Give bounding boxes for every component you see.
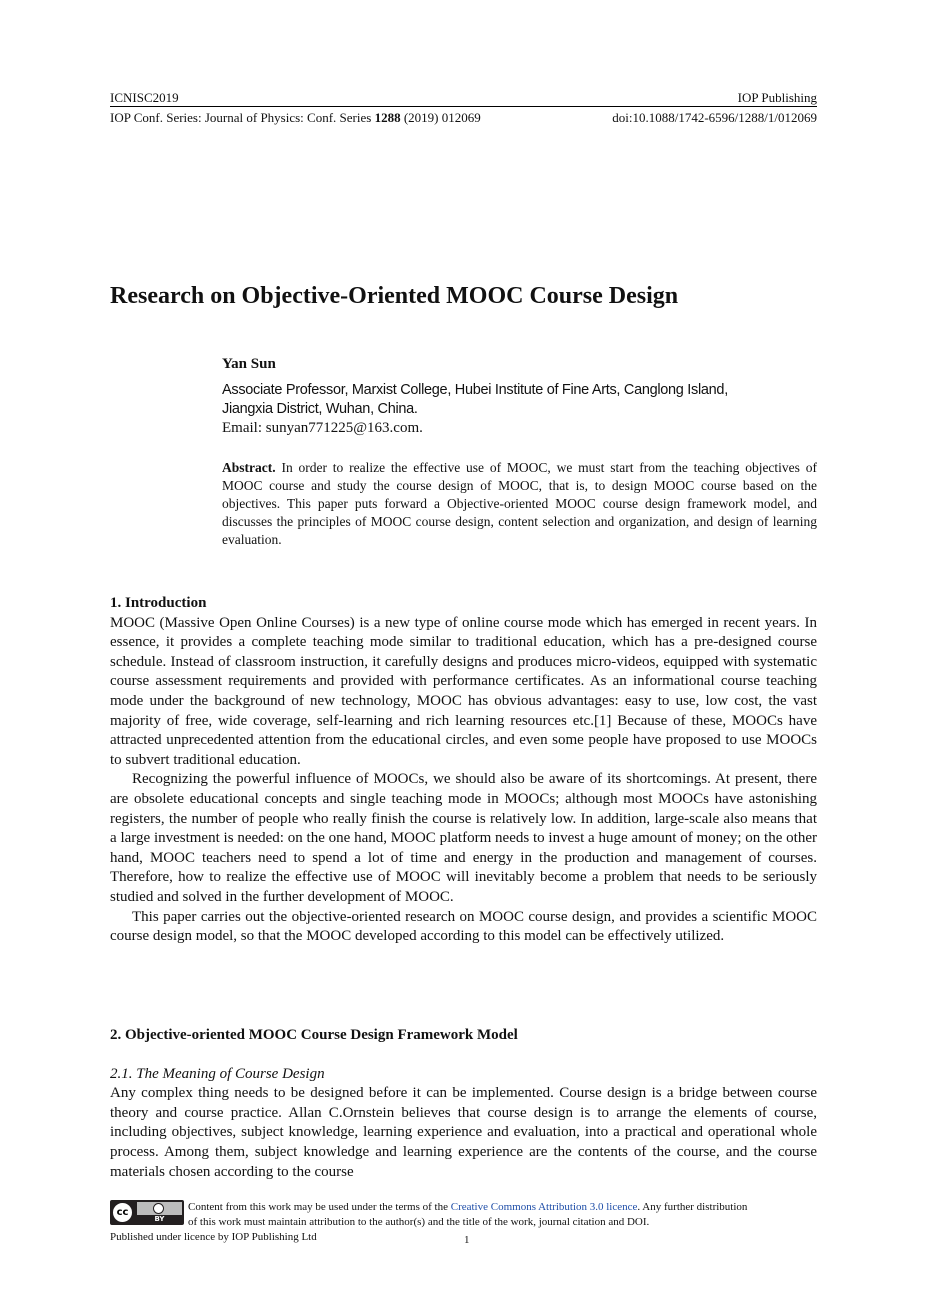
running-header-citation [110, 110, 817, 125]
section-1-heading: 1. Introduction [110, 595, 207, 611]
affiliation-line-1: Associate Professor, Marxist College, Hubei Institute of Fine Arts, Canglong Island, [222, 382, 728, 398]
published-under-licence: Published under licence by IOP Publishing Ltd [110, 1231, 317, 1243]
by-label: BY [154, 1215, 165, 1223]
cc-icon: cc [112, 1202, 133, 1223]
header-rule [110, 106, 817, 107]
series-citation [110, 110, 481, 125]
license-line-1 [188, 1200, 818, 1215]
author-name: Yan Sun [222, 356, 276, 372]
running-header-top [110, 90, 817, 105]
cc-by-badge [110, 1200, 184, 1225]
doi: doi:10.1088/1742-6596/1288/1/012069 [612, 110, 817, 125]
series-suffix: (2019) 012069 [400, 110, 481, 125]
section-framework-model [110, 1026, 817, 1182]
section-2-heading: 2. Objective-oriented MOOC Course Design Framework Model [110, 1027, 518, 1043]
section-introduction [110, 594, 817, 947]
author-affiliation [222, 381, 817, 419]
paragraph: Recognizing the powerful influence of MOOCs, we should also be aware of its shortcomings. At present, there are obsolete educational concepts and single teaching mode in MOOCs; although most MOOCs have astonishing registers, the number of people who really finish the course is relatively low. In addition, large-scale also means that a large investment is needed: on the one hand, MOOC platform needs to invest a huge amount of money; on the other hand, MOOC teachers need to spend a lot of time and energy in the production and management of courses. Therefore, how to realize the effective use of MOOC will inevitably become a problem that needs to be seriously studied and solved in the further development of MOOC. [110, 771, 817, 905]
publisher-name: IOP Publishing [737, 90, 817, 105]
subsection-2-1-heading: 2.1. The Meaning of Course Design [110, 1065, 325, 1082]
license-text-cont: . Any further distribution [637, 1201, 748, 1213]
abstract [222, 459, 817, 549]
license-notice [188, 1200, 818, 1230]
attribution-person-icon [153, 1203, 164, 1214]
paper-title: Research on Objective-Oriented MOOC Course Design [110, 283, 679, 309]
paragraph: Any complex thing needs to be designed before it can be implemented. Course design is a bridge between course theory and course practice. Allan C.Ornstein believes that course design is to arrange the elements of course, including objectives, subject knowledge, learning experience and evaluation, into a practical and operational whole process. Among them, subject knowledge and learning experience are the contents of the course, and the course materials chosen according to the course [110, 1085, 817, 1180]
series-prefix: IOP Conf. Series: Journal of Physics: Conf. Series [110, 110, 375, 125]
license-link[interactable]: Creative Commons Attribution 3.0 licence [450, 1201, 638, 1213]
affiliation-line-2: Jiangxia District, Wuhan, China. [222, 401, 418, 417]
abstract-text: In order to realize the effective use of MOOC, we must start from the teaching objectives of MOOC course and study the course design of MOOC, that is, to design MOOC course based on the objectives. This paper puts forward a Objective-oriented MOOC course design framework model, and discusses the principles of MOOC course design, content selection and organization, and design of learning evaluation. [222, 460, 817, 547]
volume-number: 1288 [374, 110, 401, 125]
conference-name: ICNISC2019 [110, 90, 179, 105]
paragraph: MOOC (Massive Open Online Courses) is a new type of online course mode which has emerged in recent years. In essence, it provides a complete teaching mode similar to traditional education, which has a pre-designed course schedule. Instead of classroom instruction, it carefully designs and produces micro-videos, equipped with systematic course assessment requirements and provided with performance certificates. As an informational course teaching mode under the background of new technology, MOOC has obvious advantages: easy to use, low cost, the vast majority of free, wide coverage, self-learning and rich learning resources etc.[1] Because of these, MOOCs have attracted unprecedented attention from the educational circles, and even some people have proposed to use MOOCs to subvert traditional education. [110, 614, 817, 768]
author-block [222, 355, 817, 438]
paragraph: This paper carries out the objective-oriented research on MOOC course design, and provides a scientific MOOC course design model, so that the MOOC developed according to this model can be effectively utilized. [110, 908, 817, 945]
author-email: Email: sunyan771225@163.com. [222, 420, 423, 436]
page-number: 1 [464, 1234, 470, 1246]
license-line-2: of this work must maintain attribution to the author(s) and the title of the work, journal citation and DOI. [188, 1216, 650, 1228]
abstract-label: Abstract. [222, 460, 276, 475]
license-text: Content from this work may be used under the terms of the [188, 1201, 451, 1213]
